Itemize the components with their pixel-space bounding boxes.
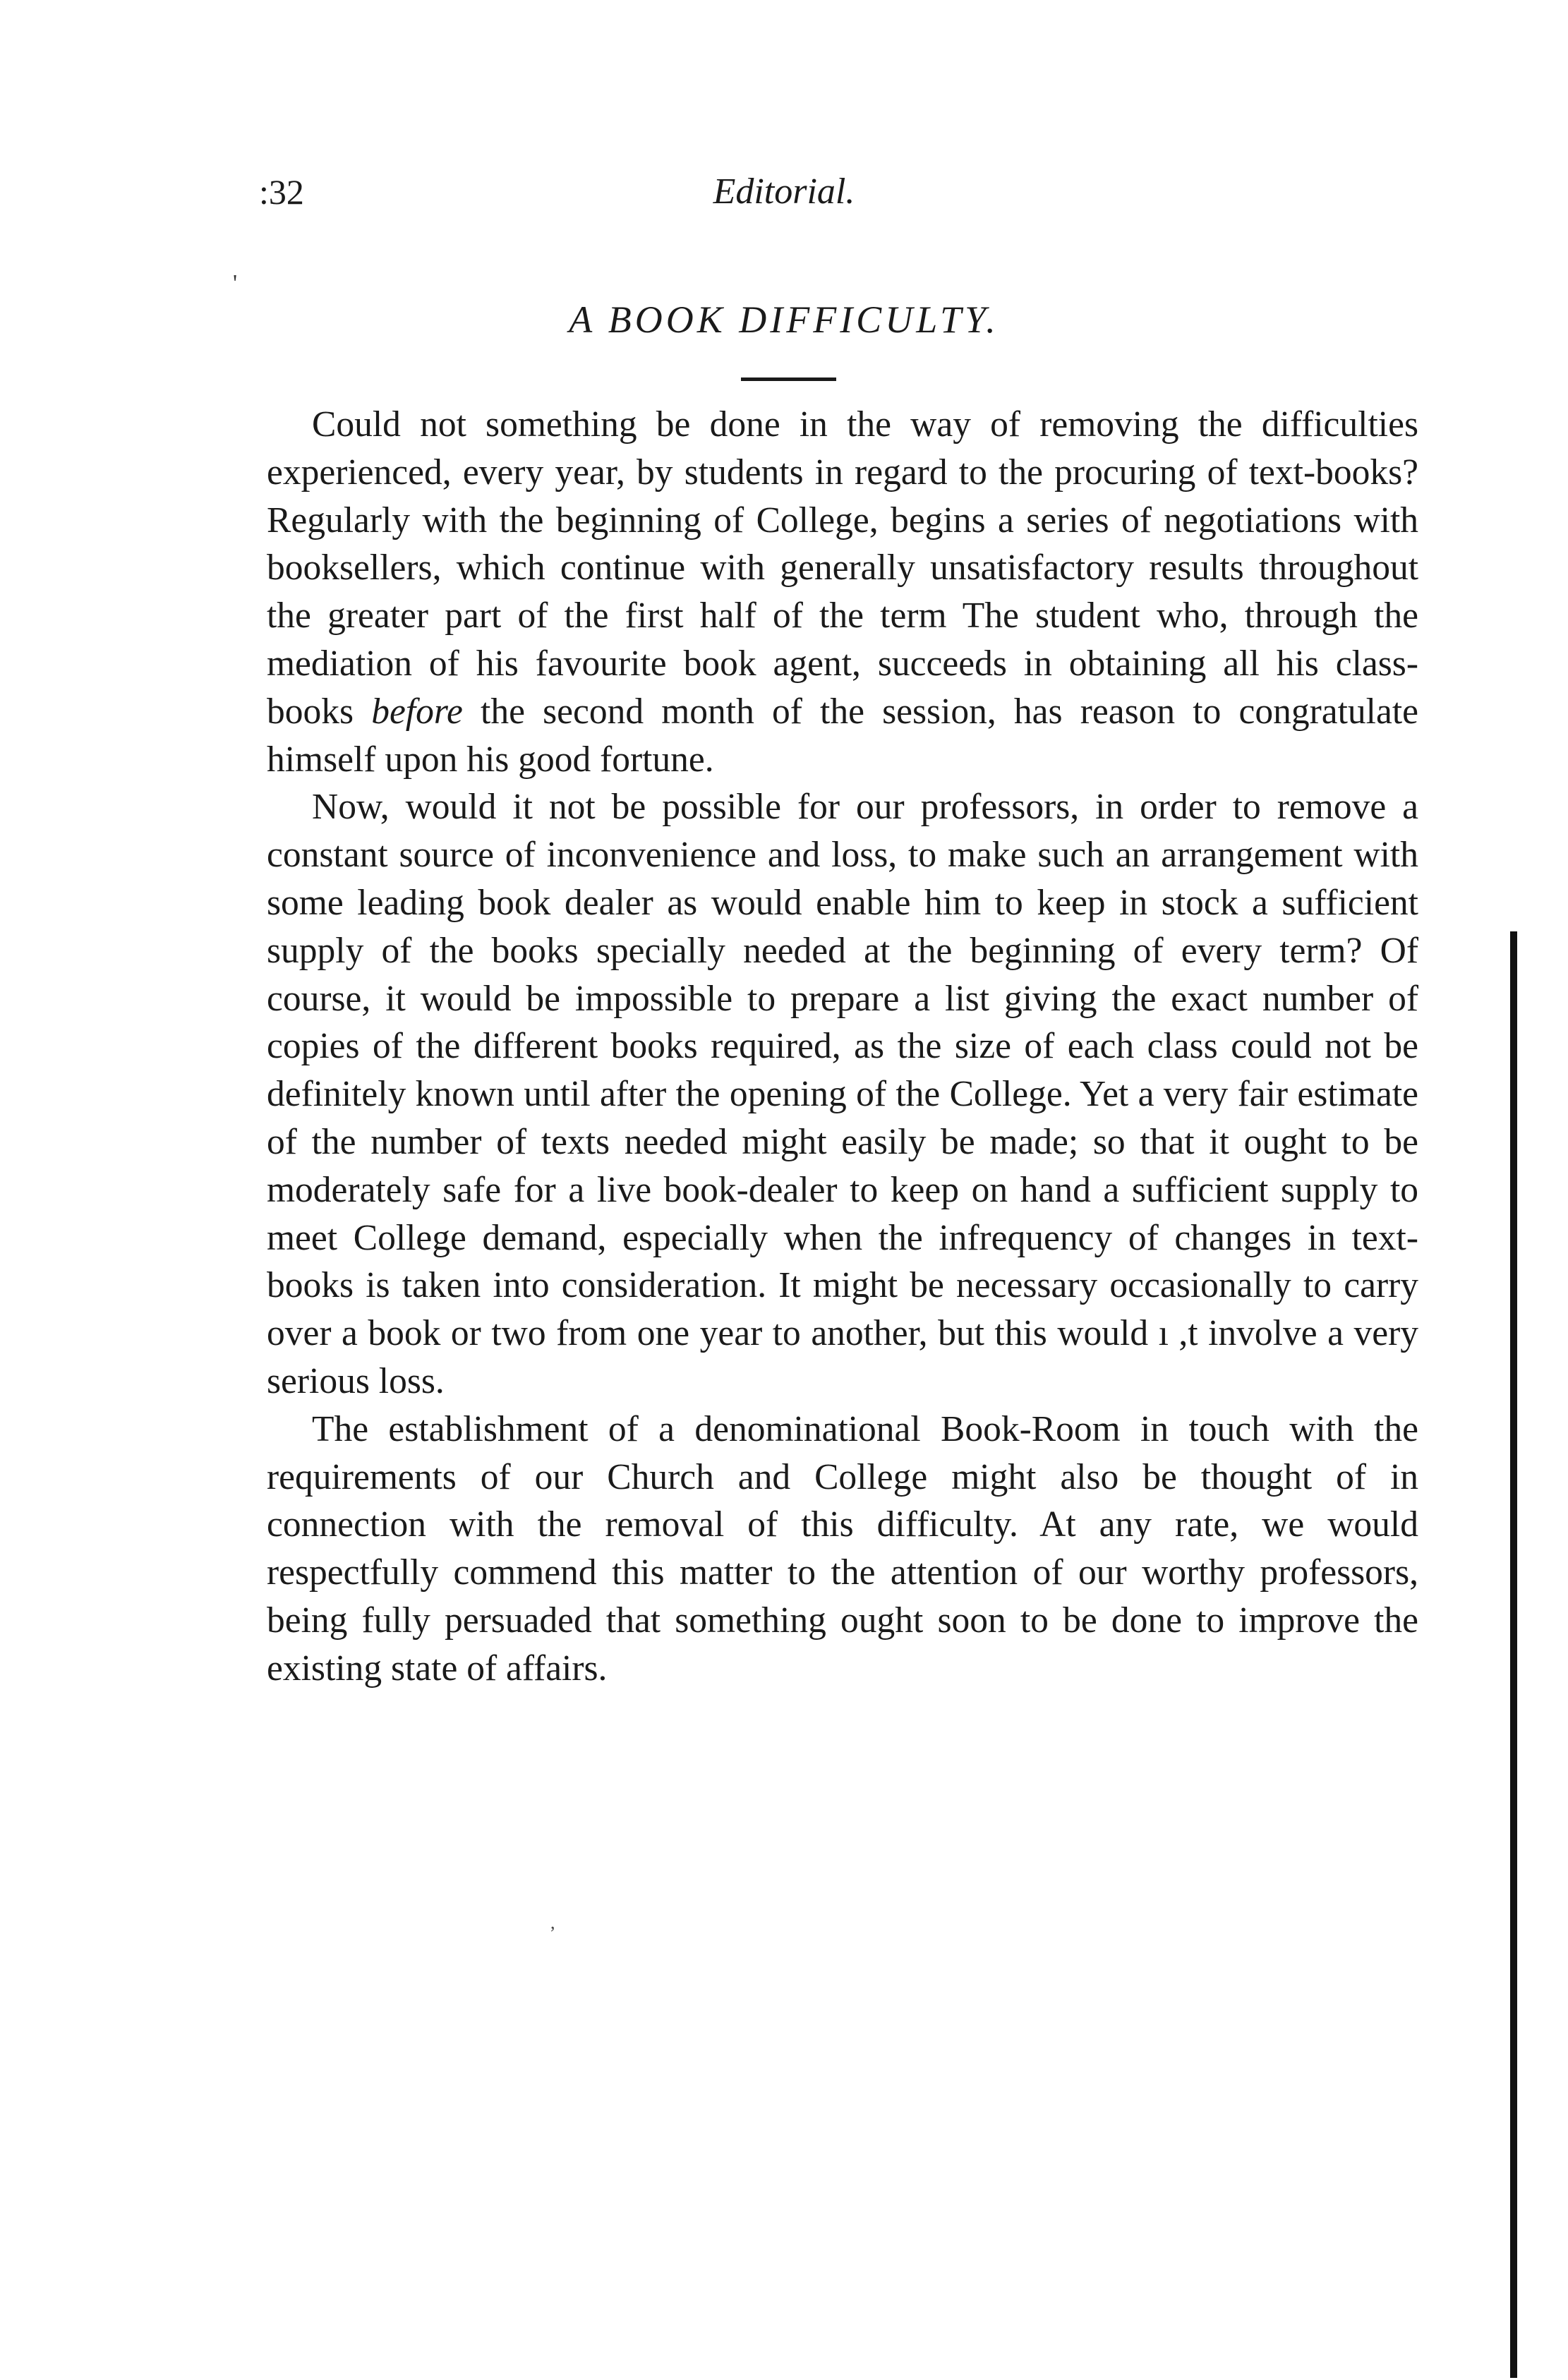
paragraph-3: The establishment of a denominational Book-Room in touch with the requirements of our Church and College might also be thought of in connection with the removal of this difficulty. At any rate, we would respectfully commend this matter to the attention of our worthy professors, being fully persuaded that something ought soon to be done to improve the existing state of affairs. xyxy=(267,1408,1418,1689)
paragraph-1 xyxy=(267,401,1418,783)
article-title: A BOOK DIFFICULTY. xyxy=(569,298,999,341)
paragraph-1-text-b: the second month of the session, has reason to congratulate himself upon his good fortune. xyxy=(267,691,1418,780)
page-number: :32 xyxy=(259,172,304,212)
title-rule xyxy=(741,377,836,381)
paragraph-1-text-a: Could not something be done in the way of removing the difficulties experienced, every year, by students in regard to the procuring of text-books? Regularly with the beginning of College, begins a series of negotiations with booksellers, which continue with generally unsatisfactory results throughout the greater part of the first half of the term The student who, through the mediation of his favourite book agent, succeeds in obtaining all his class-books xyxy=(267,404,1418,732)
paragraph-1-emphasis: before xyxy=(371,691,463,732)
end-mark: , xyxy=(550,1912,555,1933)
running-head: Editorial. xyxy=(713,171,855,212)
stray-mark: ' xyxy=(233,270,238,296)
margin-scan-bar xyxy=(1510,931,1517,2378)
article-body xyxy=(267,401,1418,1693)
paragraph-2: Now, would it not be possible for our professors, in order to remove a constant source of inconvenience and loss, to make such an arrangement with some leading book dealer as would enable him to keep in stock a sufficient supply of the books specially needed at the beginning of every term? Of course, it would be impossible to prepare a list giving the exact number of copies of the different books required, as the size of each class could not be definitely known until after the opening of the College. Yet a very fair estimate of the number of texts needed might easily be made; so that it ought to be moderately safe for a live book-dealer to keep on hand a sufficient supply to meet College demand, especially when the infrequency of changes in text-books is taken into consideration. It might be necessary occasionally to carry over a book or two from one year to another, but this would ı ,t involve a very serious loss. xyxy=(267,787,1418,1401)
